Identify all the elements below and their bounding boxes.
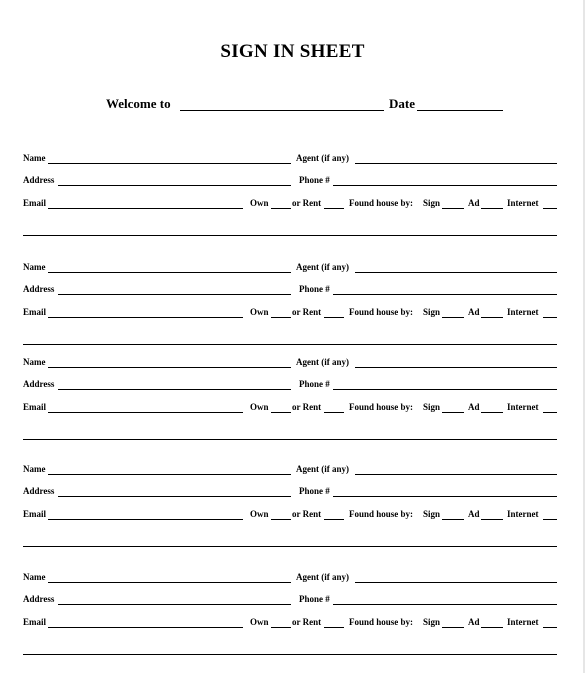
sign-in-entry — [0, 357, 585, 447]
phone-label: Phone # — [299, 284, 330, 294]
name-label: Name — [23, 262, 46, 272]
ad-label: Ad — [468, 402, 480, 412]
internet-label: Internet — [507, 198, 539, 208]
agent-label: Agent (if any) — [296, 262, 349, 272]
own-field[interactable] — [271, 627, 291, 628]
sign-field[interactable] — [442, 627, 464, 628]
found-house-label: Found house by: — [349, 402, 414, 412]
welcome-label: Welcome to — [106, 96, 171, 111]
found-house-label: Found house by: — [349, 198, 414, 208]
address-label: Address — [23, 486, 55, 496]
sign-in-entry — [0, 262, 585, 352]
email-row — [0, 509, 585, 523]
sign-label: Sign — [423, 509, 441, 519]
notes-line[interactable] — [23, 439, 557, 440]
rent-label: or Rent — [292, 617, 322, 627]
agent-label: Agent (if any) — [296, 464, 349, 474]
sign-in-entry — [0, 572, 585, 662]
name-label: Name — [23, 464, 46, 474]
email-field[interactable] — [48, 317, 243, 318]
address-field[interactable] — [58, 496, 291, 497]
agent-field[interactable] — [355, 272, 557, 273]
email-row — [0, 617, 585, 631]
rent-label: or Rent — [292, 509, 322, 519]
internet-field[interactable] — [543, 519, 557, 520]
agent-field[interactable] — [355, 474, 557, 475]
address-row — [0, 594, 585, 608]
own-field[interactable] — [271, 519, 291, 520]
phone-label: Phone # — [299, 594, 330, 604]
name-field[interactable] — [48, 272, 291, 273]
ad-field[interactable] — [481, 627, 503, 628]
sign-label: Sign — [423, 198, 441, 208]
email-field[interactable] — [48, 208, 243, 209]
rent-label: or Rent — [292, 402, 322, 412]
name-label: Name — [23, 153, 46, 163]
email-row — [0, 402, 585, 416]
sign-label: Sign — [423, 617, 441, 627]
ad-field[interactable] — [481, 519, 503, 520]
own-label: Own — [250, 198, 269, 208]
internet-field[interactable] — [543, 412, 557, 413]
phone-label: Phone # — [299, 379, 330, 389]
rent-field[interactable] — [324, 519, 344, 520]
address-row — [0, 486, 585, 500]
internet-field[interactable] — [543, 208, 557, 209]
ad-label: Ad — [468, 509, 480, 519]
email-field[interactable] — [48, 412, 243, 413]
phone-field[interactable] — [333, 294, 557, 295]
phone-field[interactable] — [333, 604, 557, 605]
address-label: Address — [23, 594, 55, 604]
email-row — [0, 307, 585, 321]
own-field[interactable] — [271, 208, 291, 209]
address-field[interactable] — [58, 604, 291, 605]
ad-field[interactable] — [481, 317, 503, 318]
name-row — [0, 262, 585, 276]
name-row — [0, 464, 585, 478]
date-field[interactable] — [417, 110, 503, 111]
phone-field[interactable] — [333, 185, 557, 186]
address-field[interactable] — [58, 185, 291, 186]
phone-field[interactable] — [333, 496, 557, 497]
address-row — [0, 284, 585, 298]
agent-field[interactable] — [355, 367, 557, 368]
address-label: Address — [23, 284, 55, 294]
internet-label: Internet — [507, 617, 539, 627]
welcome-row — [106, 96, 506, 114]
ad-field[interactable] — [481, 208, 503, 209]
name-row — [0, 153, 585, 167]
sign-field[interactable] — [442, 519, 464, 520]
email-row — [0, 198, 585, 212]
phone-field[interactable] — [333, 389, 557, 390]
phone-label: Phone # — [299, 486, 330, 496]
email-field[interactable] — [48, 627, 243, 628]
own-field[interactable] — [271, 412, 291, 413]
rent-field[interactable] — [324, 208, 344, 209]
sign-in-entry — [0, 464, 585, 554]
sign-field[interactable] — [442, 208, 464, 209]
name-field[interactable] — [48, 367, 291, 368]
email-label: Email — [23, 402, 47, 412]
notes-line[interactable] — [23, 344, 557, 345]
internet-field[interactable] — [543, 627, 557, 628]
rent-field[interactable] — [324, 317, 344, 318]
found-house-label: Found house by: — [349, 617, 414, 627]
sign-label: Sign — [423, 402, 441, 412]
name-label: Name — [23, 572, 46, 582]
own-label: Own — [250, 402, 269, 412]
page-title: SIGN IN SHEET — [220, 41, 365, 62]
date-label: Date — [389, 96, 415, 111]
agent-label: Agent (if any) — [296, 357, 349, 367]
internet-label: Internet — [507, 402, 539, 412]
email-field[interactable] — [48, 519, 243, 520]
email-label: Email — [23, 617, 47, 627]
ad-label: Ad — [468, 617, 480, 627]
address-row — [0, 175, 585, 189]
address-field[interactable] — [58, 389, 291, 390]
phone-label: Phone # — [299, 175, 330, 185]
rent-label: or Rent — [292, 307, 322, 317]
name-row — [0, 572, 585, 586]
name-label: Name — [23, 357, 46, 367]
own-label: Own — [250, 617, 269, 627]
own-label: Own — [250, 509, 269, 519]
ad-label: Ad — [468, 307, 480, 317]
agent-label: Agent (if any) — [296, 153, 349, 163]
email-label: Email — [23, 509, 47, 519]
internet-field[interactable] — [543, 317, 557, 318]
agent-field[interactable] — [355, 163, 557, 164]
internet-label: Internet — [507, 307, 539, 317]
own-label: Own — [250, 307, 269, 317]
notes-line[interactable] — [23, 546, 557, 547]
email-label: Email — [23, 198, 47, 208]
found-house-label: Found house by: — [349, 509, 414, 519]
notes-line[interactable] — [23, 235, 557, 236]
email-label: Email — [23, 307, 47, 317]
name-row — [0, 357, 585, 371]
notes-line[interactable] — [23, 654, 557, 655]
address-label: Address — [23, 379, 55, 389]
found-house-label: Found house by: — [349, 307, 414, 317]
welcome-field[interactable] — [180, 110, 384, 111]
rent-label: or Rent — [292, 198, 322, 208]
address-row — [0, 379, 585, 393]
sign-in-entry — [0, 153, 585, 243]
name-field[interactable] — [48, 163, 291, 164]
agent-label: Agent (if any) — [296, 572, 349, 582]
address-label: Address — [23, 175, 55, 185]
rent-field[interactable] — [324, 627, 344, 628]
name-field[interactable] — [48, 582, 291, 583]
address-field[interactable] — [58, 294, 291, 295]
sign-field[interactable] — [442, 317, 464, 318]
own-field[interactable] — [271, 317, 291, 318]
internet-label: Internet — [507, 509, 539, 519]
rent-field[interactable] — [324, 412, 344, 413]
ad-field[interactable] — [481, 412, 503, 413]
agent-field[interactable] — [355, 582, 557, 583]
sign-label: Sign — [423, 307, 441, 317]
sign-field[interactable] — [442, 412, 464, 413]
name-field[interactable] — [48, 474, 291, 475]
ad-label: Ad — [468, 198, 480, 208]
